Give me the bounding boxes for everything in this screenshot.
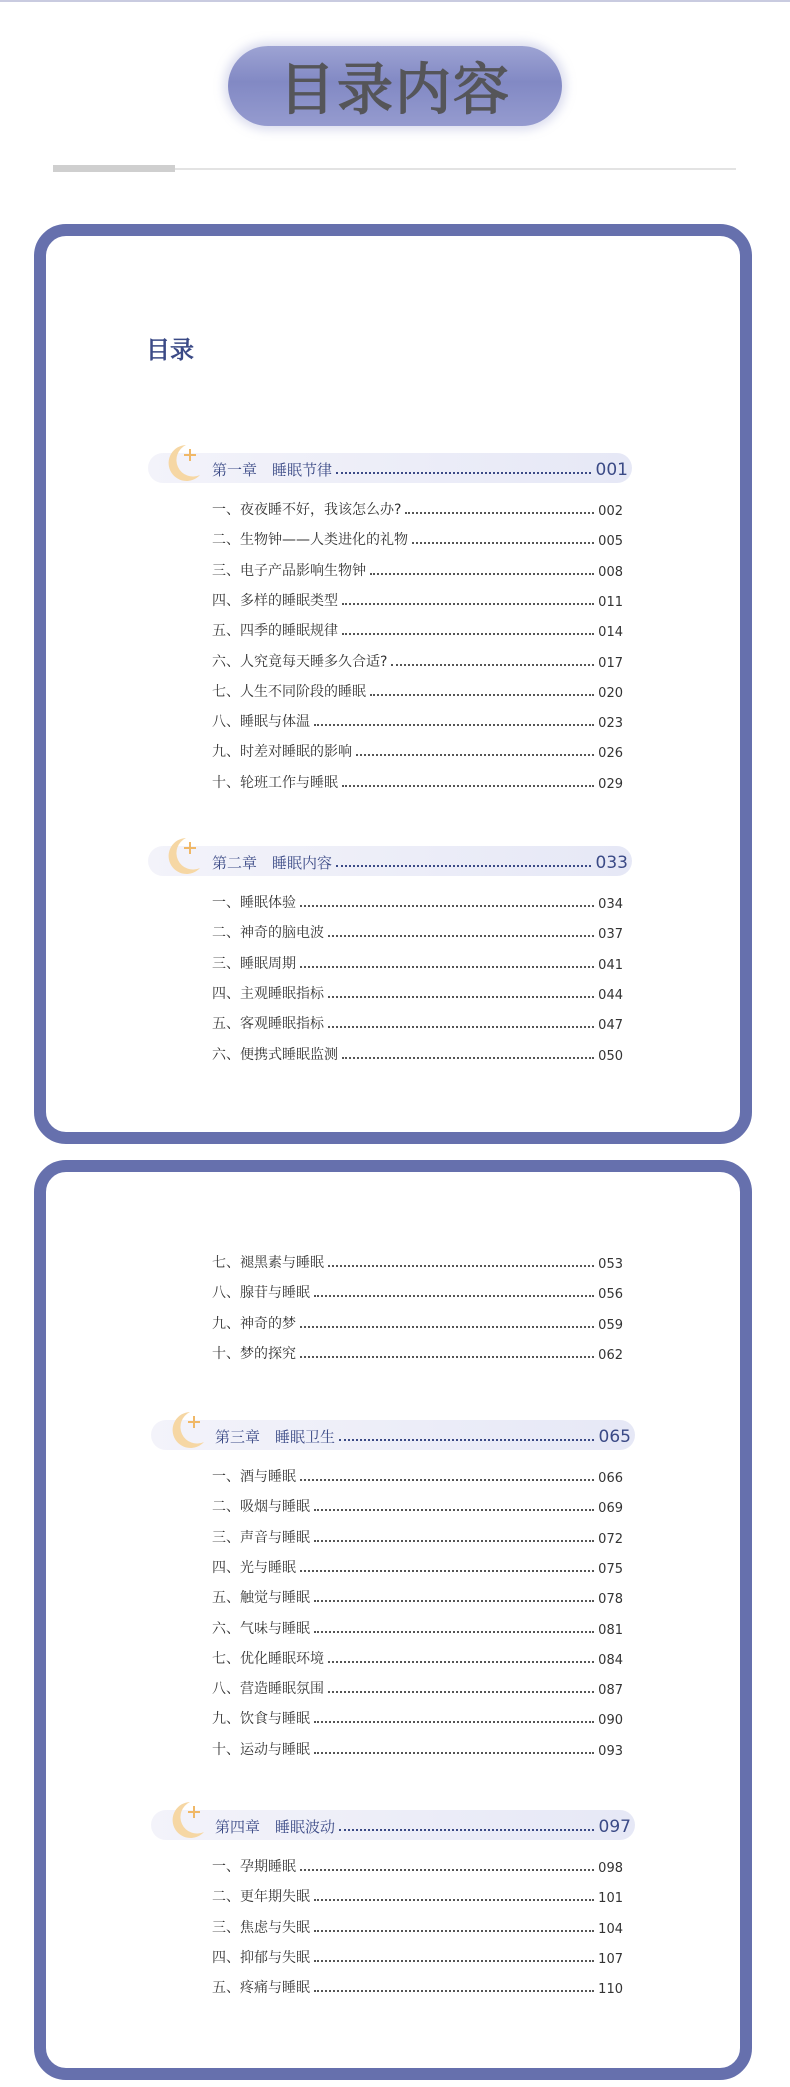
toc-entry-page: 107 (598, 1951, 623, 1967)
dot-leader (300, 1869, 594, 1871)
toc-entry[interactable] (212, 1466, 623, 1486)
toc-entry-title: 三、电子产品影响生物钟 (212, 562, 366, 579)
toc-entry[interactable] (212, 560, 623, 580)
toc-entry[interactable] (212, 1496, 623, 1516)
dot-leader (412, 542, 594, 544)
crescent-moon-plus-icon (166, 1796, 210, 1842)
chapter-title-row (215, 1815, 631, 1837)
toc-entry[interactable] (212, 499, 623, 519)
toc-entry[interactable] (212, 1708, 623, 1728)
dot-leader (328, 1691, 594, 1693)
toc-entry-page: 029 (598, 776, 623, 792)
dot-leader (314, 724, 594, 726)
toc-entry-page: 005 (598, 534, 623, 550)
dot-leader (336, 865, 591, 867)
dot-leader (314, 1295, 594, 1297)
toc-entry-title: 一、夜夜睡不好，我该怎么办? (212, 502, 402, 518)
toc-entry[interactable] (212, 1343, 623, 1363)
toc-entry-title: 五、客观睡眠指标 (212, 1016, 324, 1033)
toc-entry-title: 六、便携式睡眠监测 (212, 1046, 338, 1063)
toc-entry-page: 050 (598, 1048, 623, 1064)
toc-entry-title: 五、四季的睡眠规律 (212, 623, 338, 640)
chapter-page: 097 (598, 1817, 631, 1837)
toc-entry-title: 四、主观睡眠指标 (212, 985, 324, 1002)
toc-entry-page: 072 (598, 1531, 623, 1547)
toc-entry[interactable] (212, 1013, 623, 1033)
dot-leader (300, 1570, 594, 1572)
dot-leader (370, 694, 594, 696)
toc-entry-title: 四、光与睡眠 (212, 1559, 296, 1576)
toc-entry-title: 二、更年期失眠 (212, 1889, 310, 1906)
toc-entry-page: 087 (598, 1683, 623, 1699)
toc-entry[interactable] (212, 983, 623, 1003)
dot-leader (356, 754, 594, 756)
toc-entry-page: 066 (598, 1471, 623, 1486)
chapter-title: 第三章 睡眠卫生 (215, 1428, 336, 1446)
dot-leader (300, 905, 594, 907)
dot-leader (314, 1990, 594, 1992)
toc-entry[interactable] (212, 651, 623, 671)
toc-entry[interactable] (212, 1252, 623, 1272)
toc-entry-page: 093 (598, 1743, 623, 1759)
toc-entry-page: 081 (598, 1622, 623, 1638)
toc-entry[interactable] (212, 1917, 623, 1937)
toc-entry[interactable] (212, 922, 623, 942)
toc-entry[interactable] (212, 741, 623, 761)
toc-entry[interactable] (212, 620, 623, 640)
dot-leader (314, 1930, 594, 1932)
toc-entry-title: 十、轮班工作与睡眠 (212, 774, 338, 791)
toc-entry[interactable] (212, 1886, 623, 1906)
dot-leader (314, 1752, 594, 1754)
toc-entry-title: 一、酒与睡眠 (212, 1469, 296, 1485)
page-title: 目录内容 (279, 58, 511, 123)
dot-leader (370, 573, 594, 575)
toc-entry[interactable] (212, 1856, 623, 1876)
dot-leader (328, 1661, 594, 1663)
chapter-title-row (212, 851, 628, 873)
toc-entry-page: 037 (598, 927, 623, 943)
toc-entry[interactable] (212, 1282, 623, 1302)
toc-entry-page: 090 (598, 1713, 623, 1729)
toc-entry-title: 二、生物钟——人类进化的礼物 (212, 532, 408, 549)
dot-leader (342, 785, 594, 787)
toc-entry[interactable] (212, 953, 623, 973)
toc-entry-title: 八、营造睡眠氛围 (212, 1681, 324, 1698)
toc-entry-page: 059 (598, 1317, 623, 1333)
toc-entry-title: 十、运动与睡眠 (212, 1741, 310, 1758)
title-banner (228, 46, 562, 126)
toc-entry-page: 047 (598, 1018, 623, 1034)
toc-entry-page: 069 (598, 1501, 623, 1517)
crescent-moon-plus-icon (166, 1406, 210, 1452)
toc-entry-title: 一、睡眠体验 (212, 895, 296, 911)
toc-entry-page: 026 (598, 746, 623, 762)
dot-leader (342, 1057, 594, 1059)
dot-leader (328, 935, 594, 937)
toc-entry-page: 110 (598, 1982, 623, 1998)
toc-entry[interactable] (212, 1557, 623, 1577)
header-rule-accent (53, 165, 175, 172)
toc-entry-title: 一、孕期睡眠 (212, 1859, 296, 1875)
chapter-heading[interactable] (0, 441, 790, 491)
dot-leader (342, 633, 594, 635)
toc-entry-page: 104 (598, 1921, 623, 1937)
toc-entry-title: 八、腺苷与睡眠 (212, 1285, 310, 1302)
dot-leader (391, 664, 594, 666)
toc-entry-page: 041 (598, 957, 623, 973)
toc-entry-title: 七、褪黑素与睡眠 (212, 1255, 324, 1271)
dot-leader (336, 472, 591, 474)
toc-entry-page: 062 (598, 1347, 623, 1363)
toc-entry-page: 017 (598, 655, 623, 671)
toc-entry-title: 十、梦的探究 (212, 1345, 296, 1362)
toc-entry-title: 七、优化睡眠环境 (212, 1650, 324, 1667)
dot-leader (314, 1899, 594, 1901)
dot-leader (339, 1439, 594, 1441)
dot-leader (314, 1721, 594, 1723)
toc-entry[interactable] (212, 1587, 623, 1607)
toc-entry-page: 078 (598, 1592, 623, 1608)
chapter-page: 001 (595, 460, 628, 480)
toc-entry-title: 三、睡眠周期 (212, 955, 296, 972)
dot-leader (300, 1356, 594, 1358)
toc-entry[interactable] (212, 1678, 623, 1698)
toc-entry-title: 六、气味与睡眠 (212, 1620, 310, 1637)
toc-entry-page: 044 (598, 987, 623, 1003)
dot-leader (314, 1509, 594, 1511)
toc-entry[interactable] (212, 772, 623, 792)
toc-entry[interactable] (212, 681, 623, 701)
dot-leader (300, 1326, 594, 1328)
dot-leader (314, 1540, 594, 1542)
toc-entry[interactable] (212, 529, 623, 549)
toc-entry-page: 011 (598, 594, 623, 610)
dot-leader (328, 1026, 594, 1028)
dot-leader (314, 1631, 594, 1633)
crescent-moon-plus-icon (162, 439, 206, 485)
toc-entry[interactable] (212, 1648, 623, 1668)
toc-entry[interactable] (212, 1313, 623, 1333)
toc-entry-title: 六、人究竟每天睡多久合适? (212, 653, 388, 670)
chapter-title: 第一章 睡眠节律 (212, 461, 333, 479)
toc-entry-title: 三、声音与睡眠 (212, 1529, 310, 1546)
toc-entry-title: 九、时差对睡眠的影响 (212, 744, 352, 761)
toc-entry[interactable] (212, 1739, 623, 1759)
chapter-title-row (212, 458, 628, 480)
chapter-heading[interactable] (0, 834, 790, 884)
toc-entry[interactable] (212, 892, 623, 912)
toc-entry-title: 七、人生不同阶段的睡眠 (212, 683, 366, 700)
chapter-heading[interactable] (0, 1408, 790, 1458)
toc-entry[interactable] (212, 1947, 623, 1967)
toc-entry-title: 九、饮食与睡眠 (212, 1711, 310, 1728)
toc-entry[interactable] (212, 1977, 623, 1997)
toc-entry-page: 075 (598, 1561, 623, 1577)
top-divider (0, 0, 790, 2)
dot-leader (342, 603, 594, 605)
toc-entry-page: 002 (598, 504, 623, 519)
dot-leader (328, 1265, 594, 1267)
toc-entry-title: 二、吸烟与睡眠 (212, 1499, 310, 1516)
dot-leader (328, 996, 594, 998)
toc-entry[interactable] (212, 1527, 623, 1547)
dot-leader (300, 1479, 594, 1481)
toc-heading: 目录 (146, 336, 194, 364)
toc-entry-title: 四、抑郁与失眠 (212, 1949, 310, 1966)
dot-leader (405, 512, 594, 514)
dot-leader (314, 1600, 594, 1602)
toc-entry-page: 020 (598, 685, 623, 701)
chapter-page: 065 (598, 1427, 631, 1447)
toc-entry-page: 084 (598, 1652, 623, 1668)
toc-entry-title: 二、神奇的脑电波 (212, 925, 324, 942)
toc-entry[interactable] (212, 1618, 623, 1638)
chapter-heading[interactable] (0, 1798, 790, 1848)
toc-entry-title: 八、睡眠与体温 (212, 714, 310, 731)
toc-entry-page: 008 (598, 564, 623, 580)
chapter-page: 033 (595, 853, 628, 873)
toc-entry-title: 五、疼痛与睡眠 (212, 1980, 310, 1997)
toc-entry-page: 023 (598, 716, 623, 732)
dot-leader (339, 1829, 594, 1831)
toc-entry[interactable] (212, 1044, 623, 1064)
chapter-title: 第二章 睡眠内容 (212, 854, 333, 872)
toc-entry[interactable] (212, 711, 623, 731)
toc-entry-page: 053 (598, 1257, 623, 1272)
toc-entry-page: 056 (598, 1287, 623, 1303)
toc-entry-title: 五、触觉与睡眠 (212, 1590, 310, 1607)
toc-entry-page: 034 (598, 897, 623, 912)
dot-leader (300, 966, 594, 968)
toc-entry[interactable] (212, 590, 623, 610)
chapter-title: 第四章 睡眠波动 (215, 1818, 336, 1836)
crescent-moon-plus-icon (162, 832, 206, 878)
toc-entry-title: 四、多样的睡眠类型 (212, 592, 338, 609)
dot-leader (314, 1960, 594, 1962)
toc-entry-page: 014 (598, 625, 623, 641)
toc-entry-page: 101 (598, 1891, 623, 1907)
toc-entry-page: 098 (598, 1861, 623, 1876)
toc-entry-title: 三、焦虑与失眠 (212, 1919, 310, 1936)
chapter-title-row (215, 1425, 631, 1447)
toc-entry-title: 九、神奇的梦 (212, 1315, 296, 1332)
